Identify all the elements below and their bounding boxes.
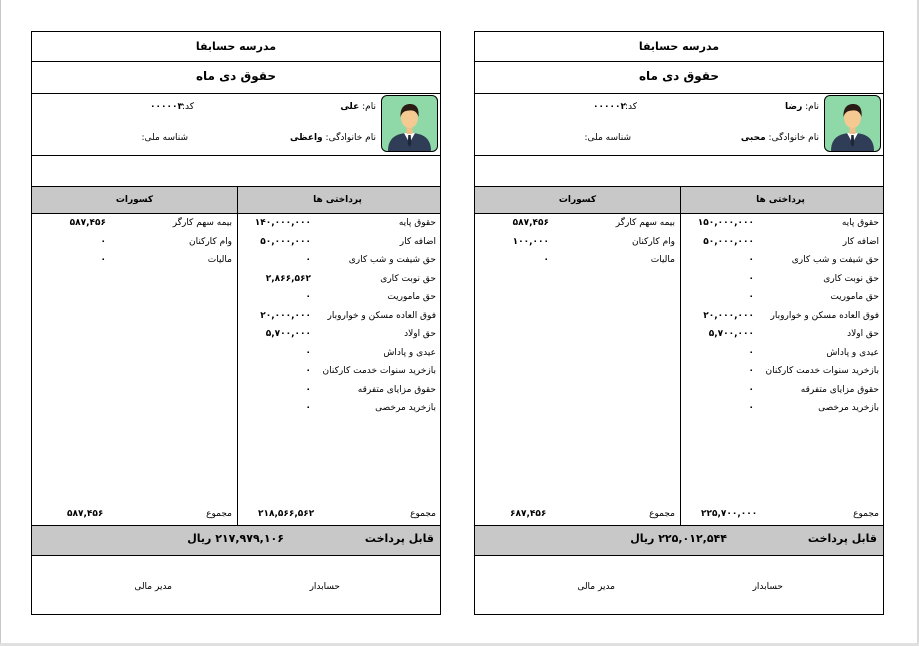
- divider: [475, 61, 883, 62]
- payment-item-label: حق نوبت کاری: [380, 273, 436, 284]
- deduction-item-value: ۱۰۰,۰۰۰: [512, 236, 549, 247]
- divider: [32, 93, 440, 94]
- net-payable-bar: [32, 525, 440, 556]
- net-payable-bar: [475, 525, 883, 556]
- last-name-field: نام خانوادگی: محبی: [740, 133, 819, 143]
- payment-item-label: حق نوبت کاری: [823, 273, 879, 284]
- finance-manager-signature: مدیر مالی: [577, 582, 615, 592]
- deduction-item-label: مالیات: [207, 255, 232, 265]
- payment-item-value: ۵۰,۰۰۰,۰۰۰: [260, 236, 311, 247]
- deduction-item-label: وام کارکنان: [188, 236, 232, 247]
- slip-title: حقوق دی ماه: [195, 69, 277, 83]
- deductions-total-label: مجموع: [649, 509, 675, 519]
- table-header: [32, 186, 440, 214]
- deduction-item-value: ۵۸۷,۴۵۶: [69, 218, 106, 228]
- payment-item-value: ۰: [748, 347, 754, 358]
- deduction-item-value: ۰: [100, 255, 106, 265]
- school-name: مدرسه حسابفا: [638, 40, 720, 53]
- payment-item-label: حق ماموریت: [387, 292, 436, 302]
- payment-item-label: بازخرید سنوات خدمت کارکنان: [765, 366, 879, 376]
- payslip-2: [31, 31, 441, 615]
- last-name-field: نام خانوادگی: واعظی: [289, 133, 376, 143]
- payment-item-label: فوق العاده مسکن و خواروبار: [770, 310, 879, 321]
- deductions-total: ۶۸۷,۴۵۶: [510, 509, 547, 519]
- table-header: [475, 186, 883, 214]
- deduction-item-value: ۰: [100, 236, 106, 247]
- accountant-signature: حسابدار: [309, 582, 340, 592]
- slip-title: حقوق دی ماه: [638, 69, 720, 83]
- deduction-item-label: بیمه سهم کارگر: [615, 218, 675, 228]
- deduction-item-label: مالیات: [650, 255, 675, 265]
- first-name-field: نام: علی: [340, 102, 376, 112]
- deductions-header: کسورات: [558, 195, 597, 205]
- school-name: مدرسه حسابفا: [195, 40, 277, 53]
- payment-item-value: ۵,۷۰۰,۰۰۰: [265, 329, 311, 339]
- payment-item-label: عیدی و پاداش: [826, 347, 879, 358]
- payment-item-label: حق شیفت و شب کاری: [348, 255, 436, 265]
- payment-item-label: فوق العاده مسکن و خواروبار: [327, 310, 436, 321]
- payment-item-value: ۰: [748, 384, 754, 395]
- payslip-1: [474, 31, 884, 615]
- employee-code: ۰۰۰۰۰۲: [593, 102, 626, 112]
- first-name-field: نام: رضا: [785, 102, 819, 112]
- deduction-item-value: ۰: [543, 255, 549, 265]
- payment-item-value: ۰: [305, 292, 311, 302]
- payment-item-value: ۲۰,۰۰۰,۰۰۰: [703, 310, 754, 321]
- net-payable-label: قابل پرداخت: [807, 532, 877, 545]
- code-label: کد:: [181, 102, 194, 112]
- national-id-label: شناسه ملی:: [584, 133, 631, 143]
- divider: [32, 155, 440, 156]
- payment-item-label: حق شیفت و شب کاری: [791, 255, 879, 265]
- payment-item-label: حق ماموریت: [830, 292, 879, 302]
- payment-item-value: ۰: [305, 384, 311, 395]
- payment-item-value: ۲,۸۶۶,۵۶۲: [265, 273, 311, 284]
- payments-total-label: مجموع: [410, 509, 436, 519]
- payments-total-label: مجموع: [853, 509, 879, 519]
- national-id-label: شناسه ملی:: [141, 133, 188, 143]
- payment-item-value: ۰: [305, 403, 311, 413]
- divider: [475, 155, 883, 156]
- deduction-item-value: ۵۸۷,۴۵۶: [512, 218, 549, 228]
- deductions-total: ۵۸۷,۴۵۶: [67, 509, 104, 519]
- payment-item-value: ۵,۷۰۰,۰۰۰: [708, 329, 754, 339]
- payment-item-value: ۰: [748, 273, 754, 284]
- column-divider: [237, 186, 238, 525]
- payment-item-value: ۰: [305, 366, 311, 376]
- payment-item-label: عیدی و پاداش: [383, 347, 436, 358]
- payment-item-value: ۰: [305, 255, 311, 265]
- divider: [475, 93, 883, 94]
- payment-item-value: ۵۰,۰۰۰,۰۰۰: [703, 236, 754, 247]
- payments-total: ۲۱۸,۵۶۶,۵۶۲: [258, 509, 315, 519]
- payment-item-label: بازخرید مرخصی: [375, 403, 436, 413]
- payment-item-label: اضافه کار: [399, 236, 436, 247]
- payment-item-label: حق اولاد: [404, 329, 436, 339]
- deductions-header: کسورات: [115, 195, 154, 205]
- payment-item-label: بازخرید مرخصی: [818, 403, 879, 413]
- deductions-total-label: مجموع: [206, 509, 232, 519]
- code-label: کد:: [624, 102, 637, 112]
- payment-item-value: ۱۴۰,۰۰۰,۰۰۰: [254, 218, 311, 228]
- column-divider: [680, 186, 681, 525]
- deduction-item-label: بیمه سهم کارگر: [172, 218, 232, 228]
- payments-header: پرداختی ها: [756, 195, 805, 205]
- net-payable-label: قابل پرداخت: [364, 532, 434, 545]
- employee-avatar-icon: [824, 95, 881, 152]
- payment-item-label: حق اولاد: [847, 329, 879, 339]
- payment-item-value: ۲۰,۰۰۰,۰۰۰: [260, 310, 311, 321]
- employee-code: ۰۰۰۰۰۳: [150, 102, 183, 112]
- divider: [32, 61, 440, 62]
- net-payable-amount: ۲۲۵,۰۱۲,۵۴۴ ریال: [630, 532, 727, 545]
- payment-item-label: حقوق مزایای متفرقه: [357, 384, 436, 395]
- payment-item-value: ۰: [305, 347, 311, 358]
- payment-item-label: حقوق مزایای متفرقه: [800, 384, 879, 395]
- payments-total: ۲۲۵,۷۰۰,۰۰۰: [701, 509, 758, 519]
- payment-item-label: اضافه کار: [842, 236, 879, 247]
- payment-item-value: ۰: [748, 403, 754, 413]
- finance-manager-signature: مدیر مالی: [134, 582, 172, 592]
- deduction-item-label: وام کارکنان: [631, 236, 675, 247]
- payment-item-label: حقوق پایه: [841, 218, 879, 228]
- payments-header: پرداختی ها: [313, 195, 362, 205]
- net-payable-amount: ۲۱۷,۹۷۹,۱۰۶ ریال: [187, 532, 284, 545]
- employee-avatar-icon: [381, 95, 438, 152]
- payment-item-value: ۰: [748, 255, 754, 265]
- accountant-signature: حسابدار: [752, 582, 783, 592]
- payment-item-value: ۰: [748, 292, 754, 302]
- payment-item-value: ۱۵۰,۰۰۰,۰۰۰: [697, 218, 754, 228]
- payment-item-label: حقوق پایه: [398, 218, 436, 228]
- payment-item-value: ۰: [748, 366, 754, 376]
- payment-item-label: بازخرید سنوات خدمت کارکنان: [322, 366, 436, 376]
- page-left-border: [0, 0, 1, 646]
